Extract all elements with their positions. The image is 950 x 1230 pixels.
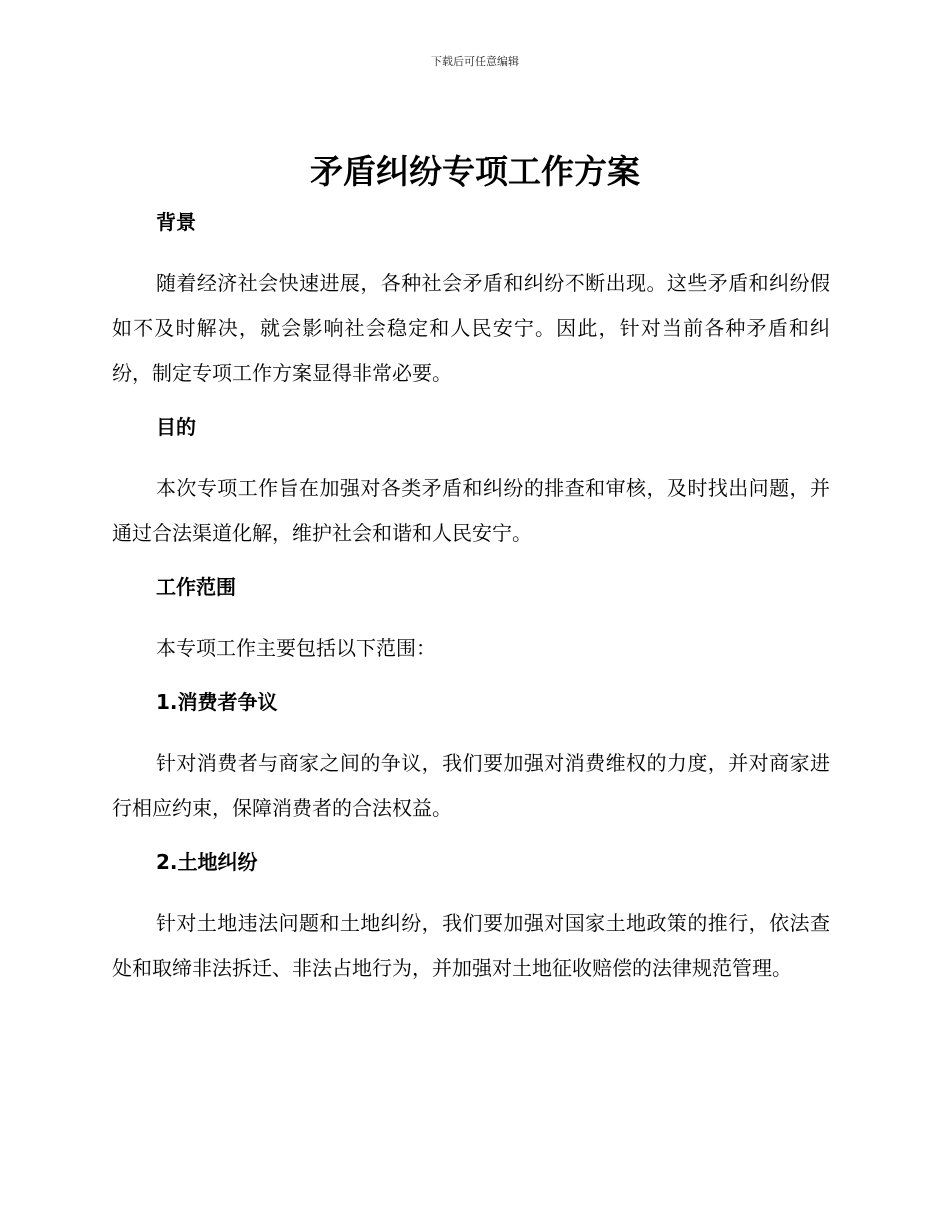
section-heading-consumer-disputes: 1.消费者争议 xyxy=(156,690,278,714)
section-heading-scope: 工作范围 xyxy=(156,575,236,599)
section-text-purpose: 本次专项工作旨在加强对各类矛盾和纠纷的排查和审核，及时找出问题，并通过合法渠道化解，维护社会和谐和人民安宁。 xyxy=(112,476,830,545)
section-text-scope: 本专项工作主要包括以下范围： xyxy=(156,636,436,660)
document-title: 矛盾纠纷专项工作方案 xyxy=(310,152,640,191)
document-body xyxy=(112,205,830,991)
section-heading-background: 背景 xyxy=(156,210,196,234)
section-heading-land-disputes: 2.土地纠纷 xyxy=(156,850,258,874)
section-heading-purpose: 目的 xyxy=(156,415,196,439)
page-header-note: 下载后可任意编辑 xyxy=(431,55,519,68)
section-text-consumer-disputes: 针对消费者与商家之间的争议，我们要加强对消费维权的力度，并对商家进行相应约束，保障消费者的合法权益。 xyxy=(112,751,830,820)
section-text-land-disputes: 针对土地违法问题和土地纠纷，我们要加强对国家土地政策的推行，依法查处和取缔非法拆迁、非法占地行为，并加强对土地征收赔偿的法律规范管理。 xyxy=(112,911,830,980)
section-text-background: 随着经济社会快速进展，各种社会矛盾和纠纷不断出现。这些矛盾和纠纷假如不及时解决，就会影响社会稳定和人民安宁。因此，针对当前各种矛盾和纠纷，制定专项工作方案显得非常必要。 xyxy=(112,271,830,385)
